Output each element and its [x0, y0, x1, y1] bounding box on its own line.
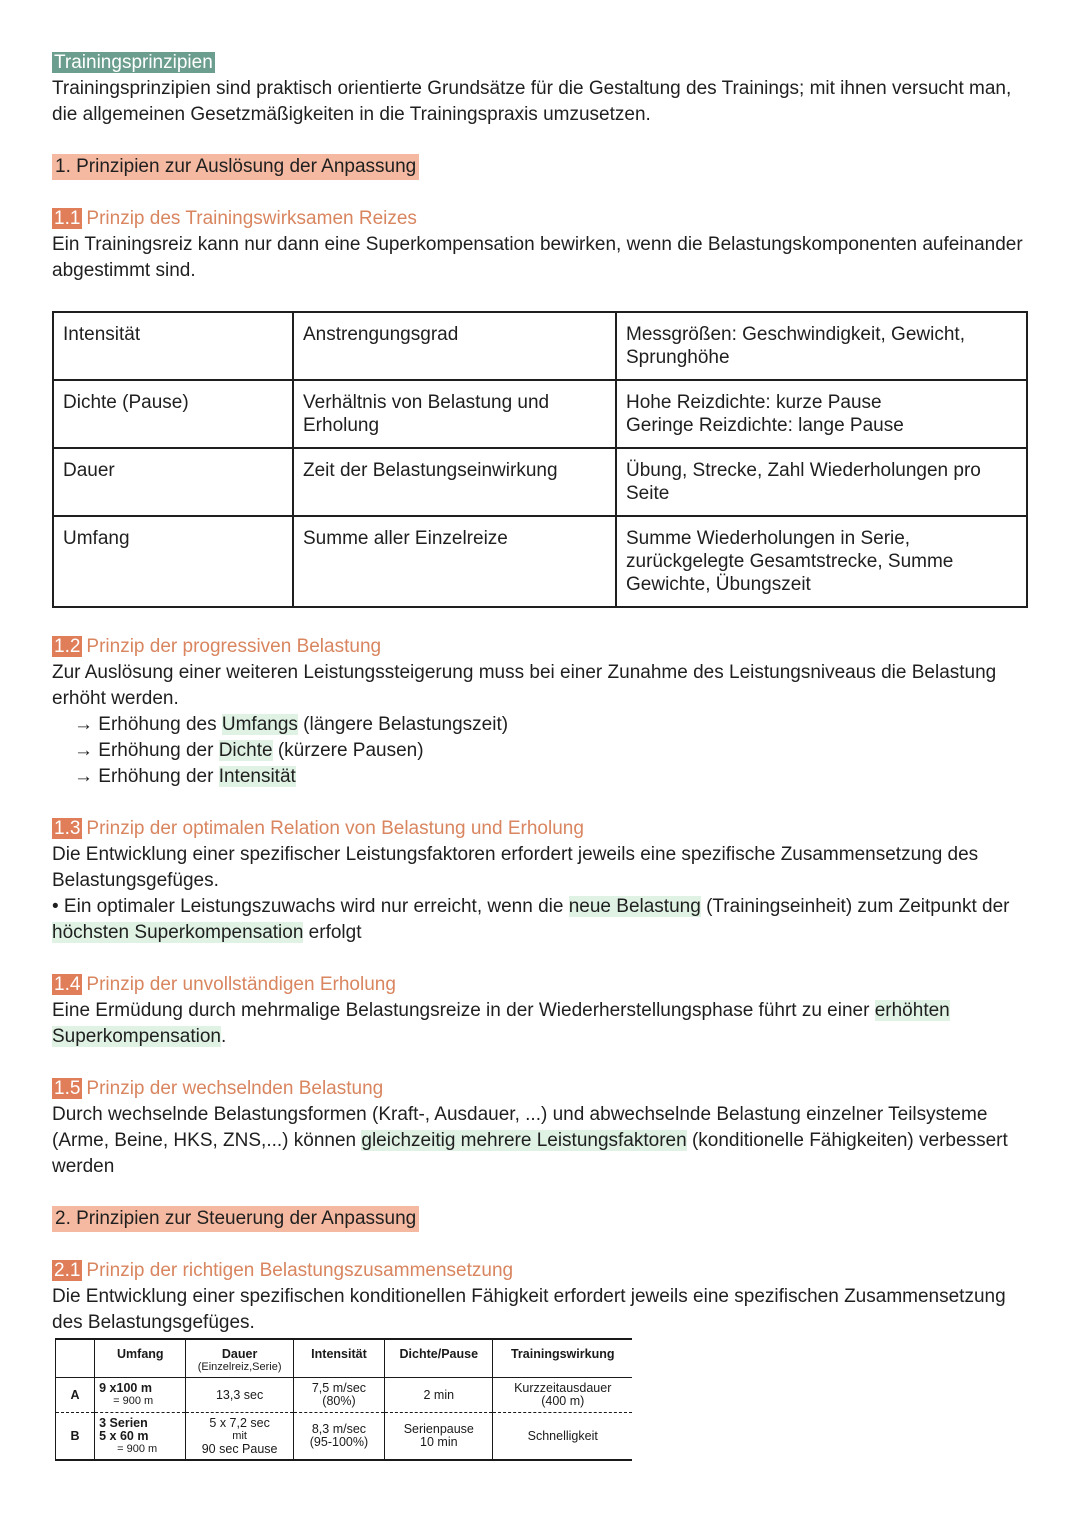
header-intensitaet: Intensität	[293, 1339, 384, 1378]
table-cell: Messgrößen: Geschwindigkeit, Gewicht, Sprunghöhe	[616, 312, 1027, 380]
section-2-heading: 2. Prinzipien zur Steuerung der Anpassung	[52, 1206, 419, 1232]
subsection-1-4-text: Eine Ermüdung durch mehrmalige Belastungsreize in der Wiederherstellungsphase führt zu einer erhöhten Superkompensation.	[52, 1000, 950, 1047]
table-cell: 5 x 7,2 sec mit 90 sec Pause	[186, 1413, 293, 1461]
subsection-1-4-title: 1.4 Prinzip der unvollständigen Erholung	[54, 974, 396, 995]
subsection-1-5-text: Durch wechselnde Belastungsformen (Kraft-, Ausdauer, ...) und abwechselnde Belastung einzelner Teilsysteme (Arme, Beine, HKS, ZNS,...) können gleichzeitig mehrere Leistungsfaktoren (konditionelle Fähigkeiten) verbessert werden	[52, 1104, 1008, 1177]
table-cell: 13,3 sec	[186, 1378, 293, 1413]
progression-list	[52, 712, 1032, 790]
subsection-1-3-title: 1.3 Prinzip der optimalen Relation von Belastung und Erholung	[54, 818, 584, 839]
list-item: → Erhöhung des Umfangs (längere Belastungszeit)	[74, 714, 509, 735]
table-cell: Zeit der Belastungseinwirkung	[293, 448, 616, 516]
header-dichte: Dichte/Pause	[385, 1339, 493, 1378]
table-cell: Anstrengungsgrad	[293, 312, 616, 380]
table-cell: Schnelligkeit	[493, 1413, 632, 1461]
table-cell: 3 Serien 5 x 60 m = 900 m	[95, 1413, 186, 1461]
table-cell: 8,3 m/sec (95-100%)	[293, 1413, 384, 1461]
table-cell: 7,5 m/sec (80%)	[293, 1378, 384, 1413]
subsection-1-3-bullet: • Ein optimaler Leistungszuwachs wird nur erreicht, wenn die neue Belastung (Trainingseinheit) zum Zeitpunkt der höchsten Superkompensation erfolgt	[52, 896, 1010, 943]
table-row	[53, 448, 1027, 516]
table-row	[53, 380, 1027, 448]
section-1-heading: 1. Prinzipien zur Auslösung der Anpassung	[52, 154, 419, 180]
document-title-line	[52, 50, 1032, 76]
table-cell: Übung, Strecke, Zahl Wiederholungen pro Seite	[616, 448, 1027, 516]
row-label: A	[56, 1378, 95, 1413]
subsection-2-1-title: 2.1 Prinzip der richtigen Belastungszusammensetzung	[54, 1260, 514, 1281]
table-cell: Kurzzeitausdauer (400 m)	[493, 1378, 632, 1413]
header-umfang: Umfang	[95, 1339, 186, 1378]
list-item: → Erhöhung der Intensität	[74, 766, 296, 787]
table-cell: Summe Wiederholungen in Serie, zurückgelegte Gesamtstrecke, Summe Gewichte, Übungszeit	[616, 516, 1027, 607]
table-cell: Hohe Reizdichte: kurze Pause Geringe Reizdichte: lange Pause	[616, 380, 1027, 448]
table-cell: Umfang	[53, 516, 293, 607]
table-cell: 2 min	[385, 1378, 493, 1413]
intro-text: Trainingsprinzipien sind praktisch orientierte Grundsätze für die Gestaltung des Trainings; mit ihnen versucht man, die allgemeinen Gesetzmäßigkeiten in die Trainingspraxis umzusetzen.	[52, 78, 1012, 125]
subsection-1-2-text: Zur Auslösung einer weiteren Leistungssteigerung muss bei einer Zunahme des Leistungsniveaus die Belastung erhöht werden.	[52, 662, 997, 709]
subsection-1-3-text: Die Entwicklung einer spezifischer Leistungsfaktoren erfordert jeweils eine spezifische Zusammensetzung des Belastungsgefüges.	[52, 844, 979, 891]
table-cell: Intensität	[53, 312, 293, 380]
table-cell: Verhältnis von Belastung und Erholung	[293, 380, 616, 448]
load-composition-table	[55, 1338, 632, 1461]
subsection-1-2-title: 1.2 Prinzip der progressiven Belastung	[54, 636, 382, 657]
table-cell: Dauer	[53, 448, 293, 516]
table-cell: Dichte (Pause)	[53, 380, 293, 448]
subsection-1-1-title: 1.1 Prinzip des Trainingswirksamen Reizes	[54, 208, 417, 229]
row-label: B	[56, 1413, 95, 1461]
table-header-row	[56, 1339, 633, 1378]
list-item: → Erhöhung der Dichte (kürzere Pausen)	[74, 740, 424, 761]
header-trainingswirkung: Trainingswirkung	[493, 1339, 632, 1378]
table-row	[53, 312, 1027, 380]
table-cell: Serienpause 10 min	[385, 1413, 493, 1461]
header-dauer: Dauer (Einzelreiz,Serie)	[186, 1339, 293, 1378]
table-cell: 9 x100 m = 900 m	[95, 1378, 186, 1413]
subsection-2-1-text: Die Entwicklung einer spezifischen konditionellen Fähigkeit erfordert jeweils eine spezifischen Zusammensetzung des Belastungsgefüges.	[52, 1286, 1006, 1333]
table-row	[56, 1413, 633, 1461]
subsection-1-1-text: Ein Trainingsreiz kann nur dann eine Superkompensation bewirken, wenn die Belastungskomponenten aufeinander abgestimmt sind.	[52, 234, 1023, 281]
table-row	[53, 516, 1027, 607]
subsection-1-5-title: 1.5 Prinzip der wechselnden Belastung	[54, 1078, 384, 1099]
load-components-table	[52, 311, 1028, 608]
document-page	[52, 50, 1032, 1461]
table-cell: Summe aller Einzelreize	[293, 516, 616, 607]
table-row	[56, 1378, 633, 1413]
document-title: Trainingsprinzipien	[54, 52, 213, 73]
